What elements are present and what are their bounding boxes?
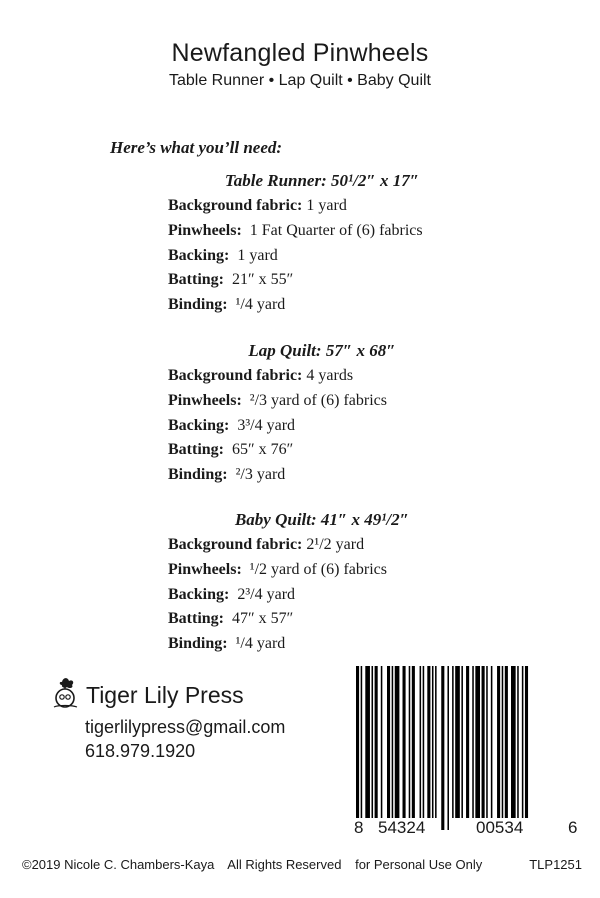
needs-heading: Here’s what you’ll need: — [110, 138, 283, 157]
barcode-bar — [475, 666, 480, 818]
item-label: Batting: — [168, 271, 224, 289]
item-label: Backing: — [168, 416, 230, 434]
barcode-bar — [409, 666, 411, 818]
item-value: 2³/4 yard — [237, 585, 296, 603]
section-title-lap-quilt: Lap Quilt: 57″ x 68″ — [248, 341, 396, 360]
item-value: 1 Fat Quarter of (6) fabrics — [249, 221, 423, 239]
publisher-email: tigerlilypress@gmail.com — [85, 717, 286, 737]
item-label: Batting: — [168, 441, 224, 459]
item-label: Pinwheels: — [168, 391, 242, 409]
barcode-digit-group: 54324 — [378, 818, 426, 837]
barcode-bar — [486, 666, 488, 818]
item-value: ¹/4 yard — [235, 296, 286, 314]
item-value: 1 yard — [306, 197, 347, 214]
barcode-bar — [466, 666, 469, 818]
barcode-bar — [522, 666, 524, 818]
list-item — [168, 558, 387, 583]
item-value: 2¹/2 yard — [306, 536, 365, 553]
list-item — [168, 533, 387, 558]
barcode-bar — [505, 666, 508, 818]
barcode-bar — [403, 666, 406, 818]
item-value: ²/3 yard — [235, 466, 286, 484]
barcode-bar — [482, 666, 485, 818]
item-label: Background fabric: — [168, 536, 303, 553]
barcode-bar — [491, 666, 493, 818]
barcode-bar — [427, 666, 430, 818]
list-item — [168, 607, 387, 632]
pattern-title: Newfangled Pinwheels — [171, 39, 429, 67]
item-label: Binding: — [168, 296, 228, 314]
barcode-bar — [511, 666, 516, 818]
barcode-bar — [452, 666, 454, 818]
publisher-block — [50, 676, 285, 763]
item-label: Binding: — [168, 635, 228, 653]
publisher-phone: 618.979.1920 — [85, 741, 196, 761]
list-item — [168, 632, 387, 657]
item-label: Backing: — [168, 585, 230, 603]
barcode-bar — [435, 666, 437, 818]
list-item — [168, 463, 387, 488]
barcode-bar — [525, 666, 528, 818]
barcode-bar — [387, 666, 390, 818]
publisher-name-row — [50, 676, 285, 715]
barcode-bar — [356, 666, 359, 830]
barcode-bar — [441, 666, 444, 830]
item-value: ¹/2 yard of (6) fabrics — [249, 560, 387, 578]
list-item — [168, 364, 387, 389]
pattern-header — [0, 38, 600, 92]
barcode-bar — [412, 666, 415, 818]
copyright-text: ©2019 Nicole C. Chambers-Kaya — [22, 857, 215, 872]
list-item — [168, 389, 387, 414]
barcode-digit-group: 00534 — [476, 818, 524, 837]
barcode-bar — [447, 666, 449, 830]
section-title-baby-quilt: Baby Quilt: 41″ x 49¹/2″ — [234, 510, 410, 529]
item-value: 21″ x 55″ — [232, 271, 294, 289]
item-value: 65″ x 76″ — [232, 441, 294, 459]
footer — [22, 857, 582, 872]
barcode-bar — [472, 666, 474, 818]
item-value: ²/3 yard of (6) fabrics — [249, 391, 387, 409]
item-value: ¹/4 yard — [235, 635, 286, 653]
list-item — [168, 438, 387, 463]
rights-text: All Rights Reserved — [227, 857, 342, 872]
item-label: Background fabric: — [168, 367, 303, 384]
item-label: Pinwheels: — [168, 221, 242, 239]
list-item — [168, 293, 423, 318]
list-item — [168, 414, 387, 439]
item-label: Pinwheels: — [168, 560, 242, 578]
section-list-lap-quilt — [168, 364, 387, 488]
pattern-subtitle: Table Runner • Lap Quilt • Baby Quilt — [168, 72, 431, 89]
item-label: Binding: — [168, 466, 228, 484]
barcode-bar — [395, 666, 400, 818]
product-code: TLP1251 — [529, 857, 582, 872]
item-value: 1 yard — [237, 246, 278, 264]
barcode-bar — [365, 666, 370, 818]
list-item — [168, 194, 423, 219]
barcode-bar — [455, 666, 460, 818]
item-label: Batting: — [168, 610, 224, 628]
barcode-digit-group: 8 — [354, 818, 364, 837]
list-item — [168, 244, 423, 269]
barcode-bar — [372, 666, 374, 818]
list-item — [168, 268, 423, 293]
barcode-bar — [420, 666, 422, 818]
item-value: 4 yards — [306, 367, 354, 384]
barcode-bar — [432, 666, 434, 818]
tiger-lily-logo-icon — [50, 676, 80, 715]
barcode-bar — [381, 666, 383, 818]
barcode-bar — [461, 666, 463, 818]
footer-left — [22, 857, 492, 872]
item-value: 3³/4 yard — [237, 416, 296, 434]
barcode-bar — [375, 666, 378, 818]
section-title-table-runner: Table Runner: 50¹/2″ x 17″ — [224, 171, 420, 190]
barcode-bar — [392, 666, 394, 818]
barcode-bars — [352, 660, 582, 830]
barcode-bar — [361, 666, 363, 830]
item-value: 47″ x 57″ — [232, 610, 294, 628]
barcode-bar — [502, 666, 504, 818]
barcode-bar — [497, 666, 500, 818]
barcode-digit-group: 6 — [568, 818, 578, 837]
section-list-table-runner — [168, 194, 423, 318]
item-label: Background fabric: — [168, 197, 303, 214]
barcode — [352, 660, 582, 840]
list-item — [168, 219, 423, 244]
publisher-name: Tiger Lily Press — [86, 682, 244, 708]
item-label: Backing: — [168, 246, 230, 264]
barcode-bar — [517, 666, 519, 818]
list-item — [168, 583, 387, 608]
section-list-baby-quilt — [168, 533, 387, 657]
barcode-bar — [423, 666, 425, 818]
personal-use-text: for Personal Use Only — [355, 857, 483, 872]
barcode-digits — [352, 818, 582, 840]
